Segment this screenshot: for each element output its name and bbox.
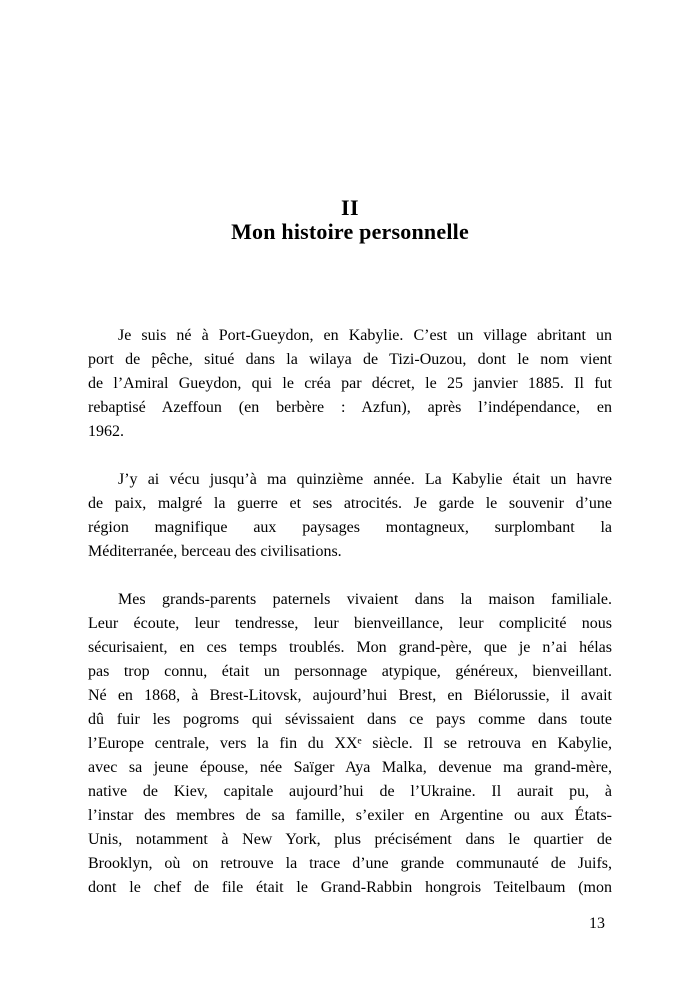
text-line: l’instar des membres de sa famille, s’exiler en Argentine ou aux États- bbox=[88, 807, 612, 824]
text-line: dont le chef de file était le Grand-Rabbin hongrois Teitelbaum (mon bbox=[88, 879, 612, 896]
text-line: de paix, malgré la guerre et ses atrocités. Je garde le souvenir d’une bbox=[88, 495, 612, 512]
text-line: l’Europe centrale, vers la fin du XXᵉ siècle. Il se retrouva en Kabylie, bbox=[88, 735, 612, 752]
chapter-heading bbox=[88, 196, 612, 244]
text-line: région magnifique aux paysages montagneux, surplombant la bbox=[88, 519, 612, 536]
text-line: avec sa jeune épouse, née Saïger Aya Malka, devenue ma grand-mère, bbox=[88, 759, 612, 776]
text-line: 1962. bbox=[88, 423, 124, 440]
text-line: rebaptisé Azeffoun (en berbère : Azfun), après l’indépendance, en bbox=[88, 399, 612, 416]
paragraph bbox=[88, 588, 612, 900]
text-line: Né en 1868, à Brest-Litovsk, aujourd’hui Brest, en Biélorussie, il avait bbox=[88, 687, 612, 704]
text-line: Leur écoute, leur tendresse, leur bienveillance, leur complicité nous bbox=[88, 615, 612, 632]
text-line: sécurisaient, en ces temps troublés. Mon grand-père, que je n’ai hélas bbox=[88, 639, 612, 656]
text-line: de l’Amiral Gueydon, qui le créa par décret, le 25 janvier 1885. Il fut bbox=[88, 375, 612, 392]
text-line: port de pêche, situé dans la wilaya de Tizi-Ouzou, dont le nom vient bbox=[88, 351, 612, 368]
chapter-title: Mon histoire personnelle bbox=[231, 219, 469, 244]
text-line: pas trop connu, était un personnage atypique, généreux, bienveillant. bbox=[88, 663, 612, 680]
text-line: J’y ai vécu jusqu’à ma quinzième année. La Kabylie était un havre bbox=[118, 471, 612, 488]
page-number: 13 bbox=[589, 915, 605, 932]
chapter-number: II bbox=[340, 195, 360, 220]
body-text bbox=[88, 324, 612, 900]
text-line: dû fuir les pogroms qui sévissaient dans ce pays comme dans toute bbox=[88, 711, 612, 728]
text-line: Mes grands-parents paternels vivaient dans la maison familiale. bbox=[118, 591, 612, 608]
text-line: Méditerranée, berceau des civilisations. bbox=[88, 543, 342, 560]
text-line: Je suis né à Port-Gueydon, en Kabylie. C’est un village abritant un bbox=[118, 327, 612, 344]
paragraph bbox=[88, 468, 612, 564]
paragraph bbox=[88, 324, 612, 444]
text-line: Unis, notamment à New York, plus précisément dans le quartier de bbox=[88, 831, 612, 848]
text-line: Brooklyn, où on retrouve la trace d’une grande communauté de Juifs, bbox=[88, 855, 612, 872]
text-line: native de Kiev, capitale aujourd’hui de l’Ukraine. Il aurait pu, à bbox=[88, 783, 612, 800]
